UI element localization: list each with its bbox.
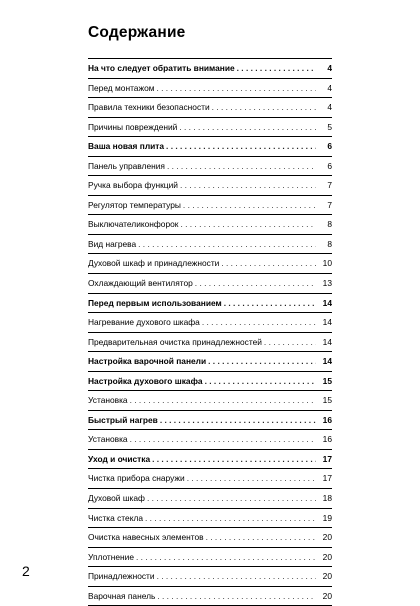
toc-entry-label: Настройка варочной панели	[88, 356, 207, 367]
toc-entry-label: Очистка навесных элементов	[88, 532, 204, 543]
toc-entry-page: 16	[322, 434, 332, 445]
toc-leader-dots	[167, 157, 316, 176]
toc-entry[interactable]	[88, 157, 332, 177]
toc-entry[interactable]	[88, 469, 332, 489]
toc-entry-label: На что следует обратить внимание	[88, 63, 235, 73]
table-of-contents	[88, 58, 332, 606]
toc-entry-label: Вид нагрева	[88, 238, 137, 249]
toc-entry-page: 20	[322, 571, 332, 582]
toc-entry-page: 17	[322, 473, 332, 484]
toc-entry-page: 20	[322, 551, 332, 562]
toc-leader-dots	[147, 489, 316, 508]
toc-entry-page: 6	[327, 141, 332, 152]
toc-entry-page: 14	[322, 336, 332, 347]
toc-entry-page: 18	[322, 493, 332, 504]
toc-entry-page: 7	[327, 180, 332, 191]
toc-entry-label: Ваша новая плита	[88, 141, 165, 152]
toc-entry[interactable]	[88, 59, 332, 79]
toc-entry[interactable]	[88, 411, 332, 431]
toc-entry-page: 4	[327, 63, 332, 73]
toc-entry-label: Нагревание духового шкафа	[88, 317, 200, 328]
toc-leader-dots	[152, 450, 316, 469]
toc-entry[interactable]	[88, 196, 332, 216]
toc-entry[interactable]	[88, 79, 332, 99]
toc-entry[interactable]	[88, 372, 332, 392]
toc-entry-label: Установка	[88, 395, 128, 406]
toc-leader-dots	[157, 567, 316, 586]
toc-entry-label: Причины повреждений	[88, 121, 178, 132]
toc-entry-page: 5	[327, 121, 332, 132]
toc-entry[interactable]	[88, 587, 332, 606]
page-number: 2	[22, 563, 30, 579]
toc-entry-label: Уплотнение	[88, 551, 135, 562]
toc-entry[interactable]	[88, 294, 332, 314]
toc-entry-label: Уход и очистка	[88, 453, 151, 464]
toc-entry[interactable]	[88, 235, 332, 255]
toc-leader-dots	[130, 391, 316, 410]
toc-leader-dots	[205, 372, 316, 391]
toc-entry-page: 8	[327, 238, 332, 249]
toc-leader-dots	[202, 313, 316, 332]
toc-entry-page: 14	[322, 356, 332, 367]
toc-entry-page: 6	[327, 160, 332, 171]
toc-leader-dots	[179, 118, 316, 137]
toc-entry-label: Установка	[88, 434, 128, 445]
toc-entry-label: Панель управления	[88, 160, 165, 171]
toc-entry-page: 15	[322, 395, 332, 406]
toc-leader-dots	[224, 294, 316, 313]
toc-leader-dots	[180, 215, 316, 234]
toc-leader-dots	[180, 176, 316, 195]
toc-leader-dots	[183, 196, 316, 215]
toc-entry-label: Перед монтажом	[88, 82, 155, 93]
toc-entry[interactable]	[88, 391, 332, 411]
toc-entry[interactable]	[88, 137, 332, 157]
toc-entry-page: 14	[322, 297, 332, 308]
toc-leader-dots	[237, 59, 316, 78]
toc-leader-dots	[212, 98, 316, 117]
toc-entry-page: 8	[327, 219, 332, 230]
toc-entry[interactable]	[88, 548, 332, 568]
toc-entry-page: 15	[322, 375, 332, 386]
page-title: Содержание	[88, 24, 186, 41]
toc-entry[interactable]	[88, 98, 332, 118]
toc-entry[interactable]	[88, 333, 332, 353]
toc-entry-page: 4	[327, 82, 332, 93]
toc-leader-dots	[166, 137, 316, 156]
toc-entry[interactable]	[88, 430, 332, 450]
toc-entry-label: Принадлежности	[88, 571, 155, 582]
toc-entry-label: Выключателиконфорок	[88, 219, 179, 230]
toc-leader-dots	[187, 469, 316, 488]
toc-entry-page: 20	[322, 590, 332, 601]
toc-leader-dots	[156, 79, 316, 98]
toc-entry[interactable]	[88, 352, 332, 372]
toc-entry[interactable]	[88, 274, 332, 294]
toc-entry-label: Чистка прибора снаружи	[88, 473, 185, 484]
toc-entry-label: Духовой шкаф	[88, 493, 145, 504]
toc-entry-label: Ручка выбора функций	[88, 180, 178, 191]
toc-entry[interactable]	[88, 450, 332, 470]
toc-entry-page: 7	[327, 199, 332, 210]
toc-entry-page: 16	[322, 414, 332, 425]
toc-entry[interactable]	[88, 215, 332, 235]
toc-entry-page: 17	[322, 453, 332, 464]
toc-entry-label: Охлаждающий вентилятор	[88, 278, 193, 289]
toc-entry[interactable]	[88, 489, 332, 509]
toc-entry-page: 4	[327, 102, 332, 113]
toc-leader-dots	[130, 430, 316, 449]
toc-entry[interactable]	[88, 528, 332, 548]
toc-leader-dots	[221, 254, 316, 273]
toc-entry-label: Правила техники безопасности	[88, 102, 210, 113]
toc-entry-label: Быстрый нагрев	[88, 414, 158, 425]
toc-leader-dots	[157, 587, 316, 606]
toc-leader-dots	[160, 411, 316, 430]
toc-leader-dots	[195, 274, 316, 293]
toc-leader-dots	[145, 509, 316, 528]
toc-entry-label: Настройка духового шкафа	[88, 375, 203, 386]
toc-entry-page: 10	[322, 258, 332, 269]
toc-entry[interactable]	[88, 176, 332, 196]
toc-entry-label: Духовой шкаф и принадлежности	[88, 258, 220, 269]
toc-leader-dots	[264, 333, 316, 352]
toc-entry[interactable]	[88, 313, 332, 333]
toc-entry-label: Регулятор температуры	[88, 199, 181, 210]
toc-entry-page: 20	[322, 532, 332, 543]
toc-entry-label: Варочная панель	[88, 590, 156, 601]
toc-leader-dots	[138, 235, 316, 254]
toc-leader-dots	[208, 352, 316, 371]
toc-entry-page: 14	[322, 317, 332, 328]
toc-leader-dots	[136, 548, 316, 567]
toc-entry[interactable]	[88, 509, 332, 529]
toc-entry-page: 19	[322, 512, 332, 523]
toc-entry-label: Предварительная очистка принадлежностей	[88, 336, 262, 347]
toc-entry-page: 13	[322, 278, 332, 289]
toc-leader-dots	[206, 528, 316, 547]
toc-entry[interactable]	[88, 567, 332, 587]
toc-entry-label: Чистка стекла	[88, 512, 144, 523]
toc-entry-label: Перед первым использованием	[88, 297, 222, 308]
toc-entry[interactable]	[88, 118, 332, 138]
toc-entry[interactable]	[88, 254, 332, 274]
